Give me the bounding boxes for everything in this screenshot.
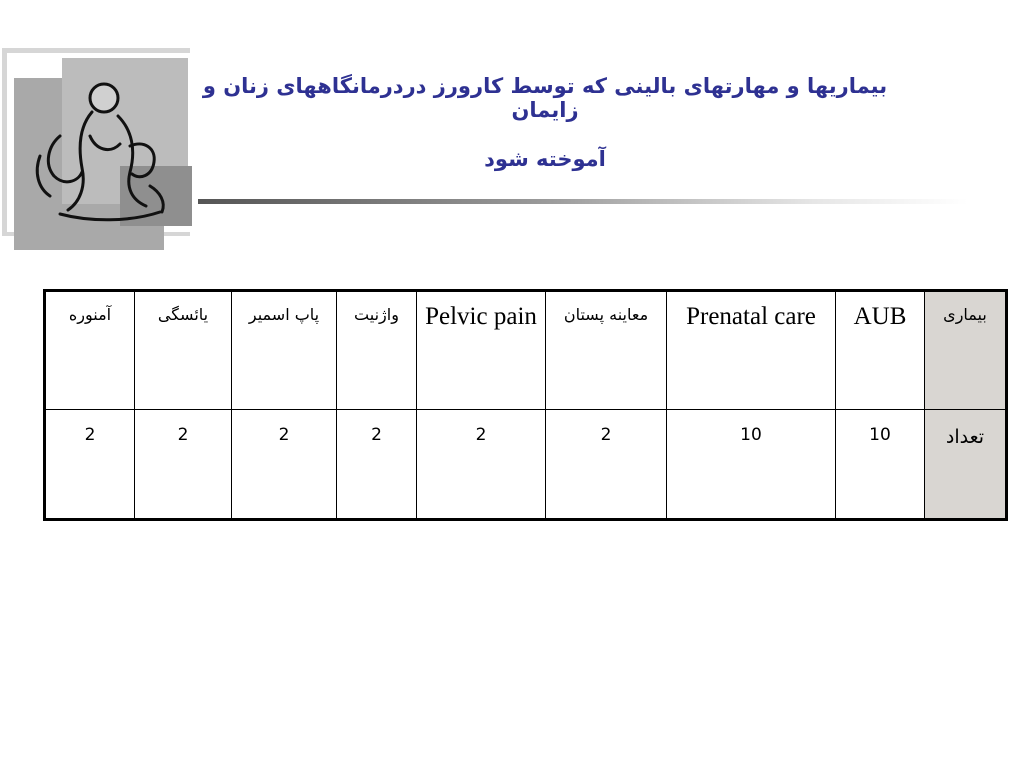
table-cell: 2 [417,410,546,520]
table-cell: Prenatal care [667,291,836,410]
table-row-counts [45,410,1007,520]
row-header-disease: بیماری [925,291,1007,410]
table-cell: 10 [667,410,836,520]
table-cell: 2 [45,410,135,520]
skills-table [43,289,1008,521]
table-row-skills [45,291,1007,410]
table-cell: معاینه پستان [546,291,667,410]
table-cell: 2 [232,410,337,520]
page-title-line-2: آموخته شود [484,147,606,171]
table-cell: 2 [135,410,232,520]
table-cell: Pelvic pain [417,291,546,410]
table-cell: 10 [836,410,925,520]
table-cell: 2 [337,410,417,520]
table-cell: AUB [836,291,925,410]
table-cell: آمنوره [45,291,135,410]
table-cell: پاپ اسمیر [232,291,337,410]
table-cell: یائسگی [135,291,232,410]
table-cell: 2 [546,410,667,520]
logo [0,46,196,238]
table-cell: واژنیت [337,291,417,410]
title-divider [198,199,968,204]
row-header-count: تعداد [925,410,1007,520]
mother-child-icon [20,76,180,226]
page-title-line-1: بیماریها و مهارتهای بالینی که توسط کارورز دردرمانگاههای زنان و زایمان [202,74,888,122]
